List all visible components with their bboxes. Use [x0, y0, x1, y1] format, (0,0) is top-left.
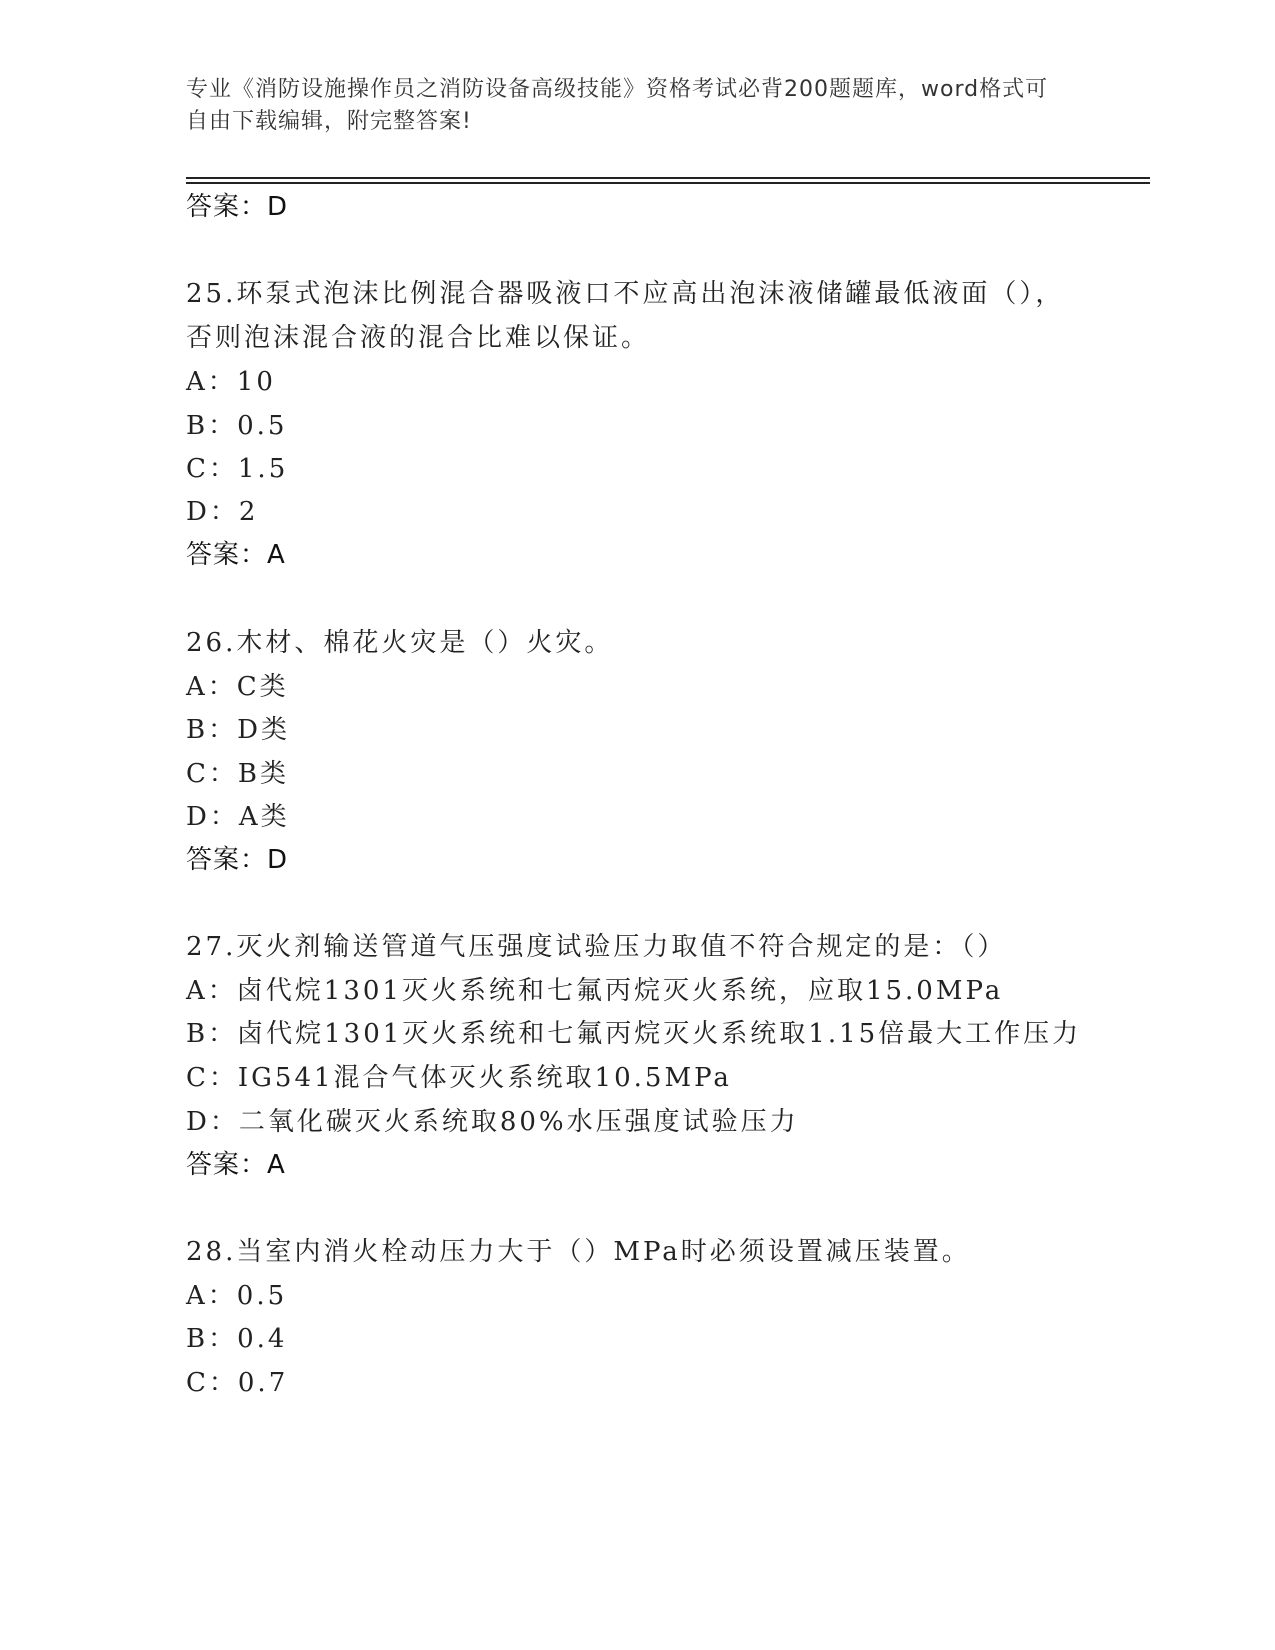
question-25-option-c: C：1.5 — [186, 454, 289, 484]
question-27-option-d: D：二氧化碳灭火系统取80%水压强度试验压力 — [186, 1107, 799, 1137]
question-25-option-a: A：10 — [186, 367, 276, 397]
question-27-option-c: C：IG541混合气体灭火系统取10.5MPa — [186, 1063, 732, 1093]
question-28-option-a: A：0.5 — [186, 1281, 288, 1311]
question-26-option-b: B：D类 — [186, 715, 290, 745]
question-27-answer: 答案：A — [186, 1150, 286, 1180]
question-27-option-b: B：卤代烷1301灭火系统和七氟丙烷灭火系统取1.15倍最大工作压力 — [186, 1019, 1082, 1049]
question-25-answer: 答案：A — [186, 540, 286, 570]
question-28-option-b: B：0.4 — [186, 1324, 288, 1354]
question-25-option-b: B：0.5 — [186, 411, 288, 441]
question-26-option-a: A：C类 — [186, 672, 289, 702]
previous-answer: 答案：D — [186, 192, 289, 222]
question-25-stem-continued: 否则泡沫混合液的混合比难以保证。 — [186, 323, 651, 353]
question-27-option-a: A：卤代烷1301灭火系统和七氟丙烷灭火系统，应取15.0MPa — [186, 976, 1004, 1006]
question-27-stem: 27.灭火剂输送管道气压强度试验压力取值不符合规定的是：（） — [186, 932, 1007, 962]
question-26-option-d: D：A类 — [186, 802, 290, 832]
question-28-stem: 28.当室内消火栓动压力大于（）MPa时必须设置减压装置。 — [186, 1237, 971, 1267]
question-28-option-c: C：0.7 — [186, 1368, 289, 1398]
header-divider-top — [186, 177, 1150, 179]
question-26-option-c: C：B类 — [186, 759, 290, 789]
header-divider-bottom — [186, 182, 1150, 184]
question-25-stem: 25.环泵式泡沫比例混合器吸液口不应高出泡沫液储罐最低液面（）， — [186, 279, 1065, 309]
question-25-option-d: D：2 — [186, 497, 259, 527]
question-26-stem: 26.木材、棉花火灾是（）火灾。 — [186, 628, 614, 658]
page-header: 专业《消防设施操作员之消防设备高级技能》资格考试必背200题题库，word格式可自由下载编辑，附完整答案! — [186, 77, 1049, 134]
question-26-answer: 答案：D — [186, 845, 289, 875]
